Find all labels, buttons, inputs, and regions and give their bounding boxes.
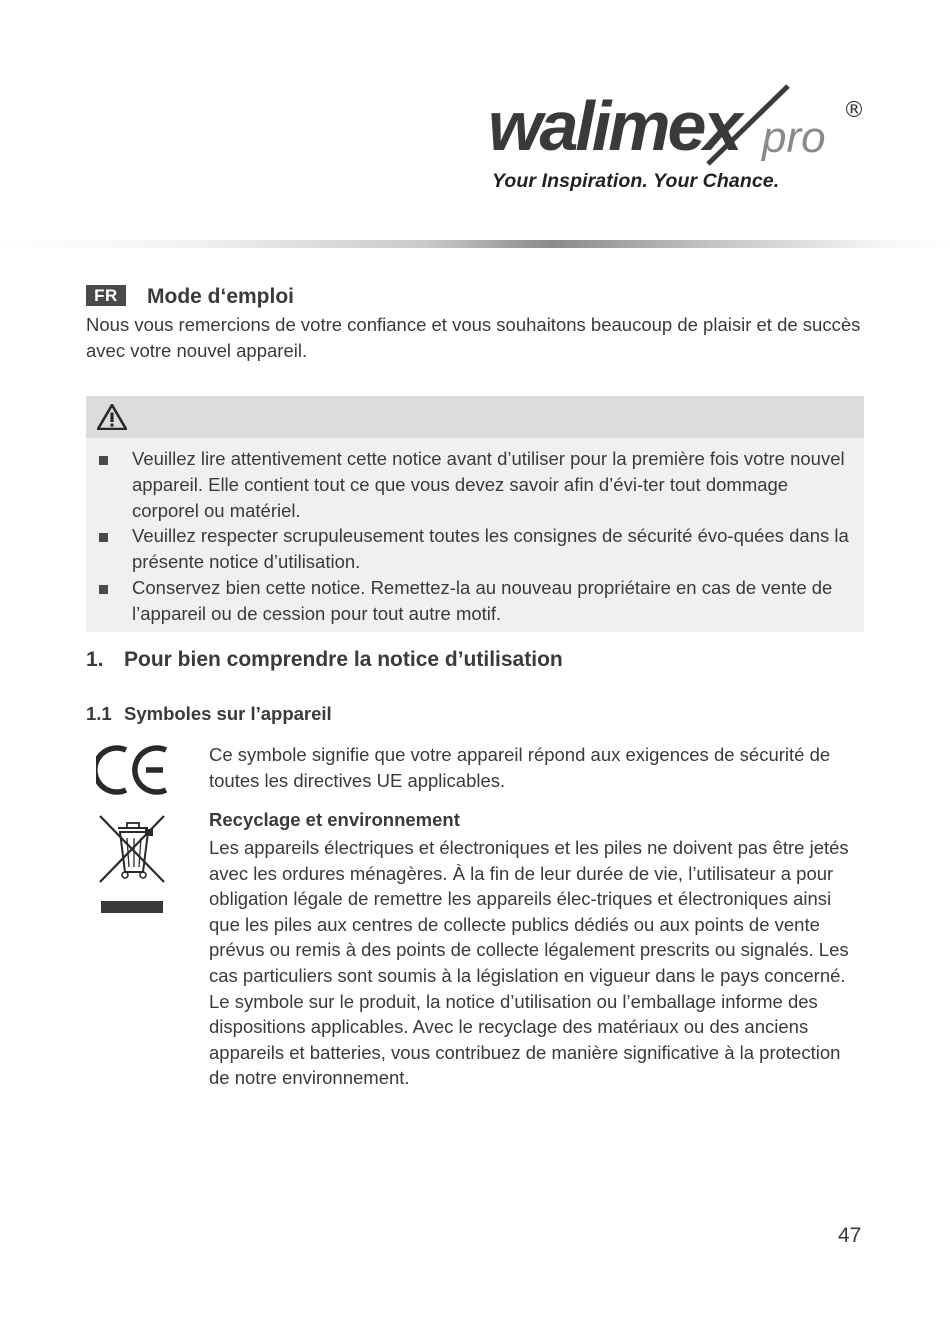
logo-brand: walimex [488, 87, 740, 165]
crossed-bin-icon [96, 812, 168, 914]
warning-item-text: Veuillez respecter scrupuleusement toutes les consignes de sécurité évo-quées dans la présente notice d’utilisation. [132, 525, 849, 573]
chapter-heading [86, 648, 563, 672]
header-divider [0, 240, 950, 248]
intro-paragraph: Nous vous remercions de votre confiance et vous souhaitons beaucoup de plaisir et de succès avec votre nouvel appareil. [86, 314, 861, 361]
chapter-number: 1. [86, 648, 104, 671]
subchapter-title: Symboles sur l’appareil [124, 703, 332, 724]
chapter-title: Pour bien comprendre la notice d’utilisation [124, 648, 563, 671]
recycling-title: Recyclage et environnement [209, 809, 460, 830]
warning-item-text: Conservez bien cette notice. Remettez-la au nouveau propriétaire en cas de vente de l’appareil ou de cession pour tout autre motif. [132, 576, 833, 624]
page-number: 47 [838, 1224, 862, 1247]
subchapter-heading [86, 703, 332, 725]
section-title: Mode d‘emploi [147, 285, 294, 308]
bullet-icon [99, 456, 108, 465]
bullet-icon [99, 533, 108, 542]
ce-mark-icon [96, 744, 170, 796]
warning-triangle-icon [97, 404, 127, 430]
subchapter-number: 1.1 [86, 703, 112, 724]
warning-item [96, 523, 856, 575]
logo-tagline: Your Inspiration. Your Chance. [492, 170, 780, 192]
ce-description: Ce symbole signifie que votre appareil répond aux exigences de sécurité de toutes les directives UE applicables. [209, 744, 831, 791]
language-badge: FR [86, 285, 126, 306]
registered-mark: ® [843, 98, 865, 123]
warning-item-text: Veuillez lire attentivement cette notice avant d’utiliser pour la première fois votre nouvel appareil. Elle contient tout ce que vous devez savoir afin d’évi-ter tout dommage corporel ou matériel. [132, 448, 845, 521]
warning-list [96, 446, 856, 627]
warning-header [86, 396, 864, 438]
logo-sub: pro [762, 113, 826, 162]
warning-item [96, 446, 856, 523]
bullet-icon [99, 585, 108, 594]
warning-item [96, 575, 856, 627]
recycling-paragraph: Les appareils électriques et électroniques et les piles ne doivent pas être jetés avec les ordures ménagères. À la fin de leur durée de vie, l’utilisateur a pour obligation légale de remettre les appareils élec-triques et électroniques ainsi que les piles aux centres de collecte publics dédiés ou aux points de vente prévus ou remis à des points de collecte légalement prescrits ou signalés. Les cas particuliers sont soumis à la législation en vigueur dans le pays concerné. Le symbole sur le produit, la notice d’utilisation ou l’emballage informe des dispositions applicables. Avec le recyclage des matériaux ou des anciens appareils et batteries, vous contribuez de manière significative à la protection de notre environnement. [209, 837, 849, 1089]
